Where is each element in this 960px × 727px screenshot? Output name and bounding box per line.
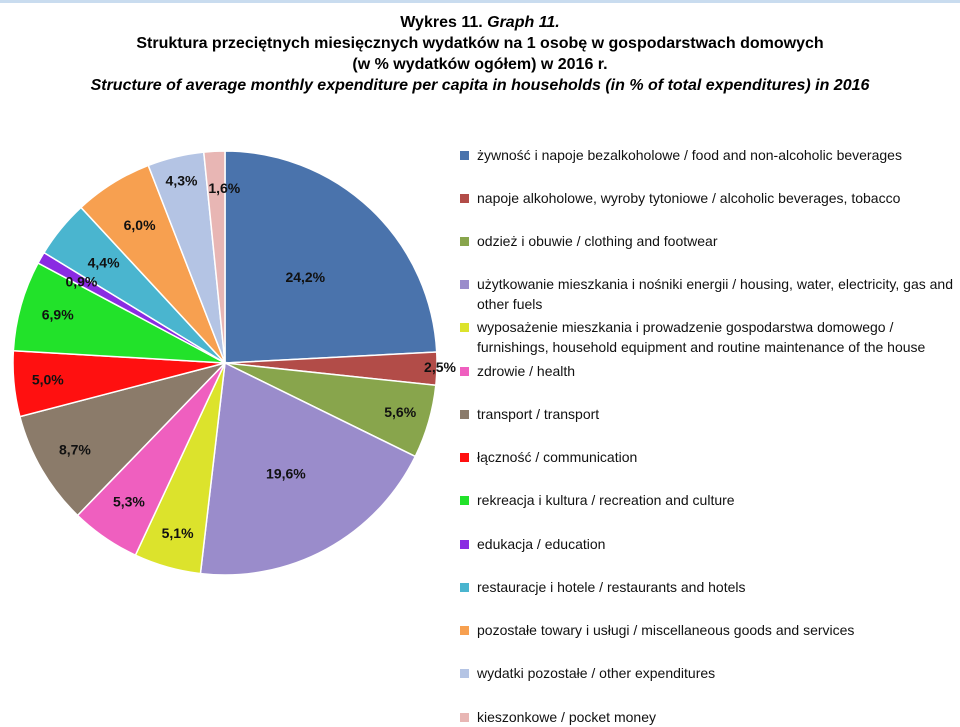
slice-data-label: 6,9% <box>41 306 74 323</box>
legend-label: transport / transport <box>477 406 600 422</box>
slice-data-label: 5,6% <box>384 404 417 421</box>
legend-item <box>460 145 955 165</box>
legend-swatch <box>460 496 469 505</box>
slice-data-label: 2,5% <box>424 358 456 375</box>
title-figure-number-en: Graph 11. <box>487 14 560 31</box>
legend-item <box>460 404 955 424</box>
legend-label: żywność i napoje bezalkoholowe / food and non-alcoholic beverages <box>477 147 902 163</box>
slice-data-label: 24,2% <box>285 269 326 286</box>
legend-label: łączność / communication <box>477 449 638 465</box>
legend-label: wydatki pozostałe / other expenditures <box>477 665 716 681</box>
legend-swatch <box>460 669 469 678</box>
legend-item <box>460 274 955 314</box>
slice-data-label: 8,7% <box>58 441 91 458</box>
legend-swatch <box>460 151 469 160</box>
legend-item <box>460 707 955 727</box>
legend-item <box>460 620 955 640</box>
legend-swatch <box>460 583 469 592</box>
slice-data-label: 1,6% <box>208 180 241 197</box>
slice-data-label: 6,0% <box>123 217 156 234</box>
legend-label: napoje alkoholowe, wyroby tytoniowe / alcoholic beverages, tobacco <box>477 190 901 206</box>
legend-item <box>460 231 955 251</box>
title-line-2: Struktura przeciętnych miesięcznych wydatków na 1 osobę w gospodarstwach domowych <box>136 35 824 52</box>
legend-swatch <box>460 540 469 549</box>
slice-data-label: 19,6% <box>266 465 306 482</box>
legend-label: kieszonkowe / pocket money <box>477 709 656 725</box>
legend-swatch <box>460 713 469 722</box>
pie-slices <box>13 151 437 575</box>
legend-item <box>460 577 955 597</box>
legend-item <box>460 361 955 381</box>
legend-label: odzież i obuwie / clothing and footwear <box>477 233 718 249</box>
pie-slice <box>225 151 437 363</box>
legend-label: zdrowie / health <box>477 363 576 379</box>
legend-item <box>460 490 955 510</box>
legend-label: restauracje i hotele / restaurants and hotels <box>477 579 746 595</box>
legend-swatch <box>460 410 469 419</box>
legend-swatch <box>460 367 469 376</box>
top-border <box>0 0 960 3</box>
legend-item <box>460 317 955 357</box>
slice-data-label: 5,0% <box>31 371 64 388</box>
slice-data-label: 5,1% <box>161 525 194 542</box>
chart-title <box>0 12 960 96</box>
title-line-3: (w % wydatków ogółem) w 2016 r. <box>352 56 608 73</box>
title-line-1 <box>0 12 960 33</box>
slice-data-label: 0,9% <box>65 273 98 290</box>
legend-swatch <box>460 194 469 203</box>
legend-label: pozostałe towary i usługi / miscellaneous goods and services <box>477 622 855 638</box>
legend-item <box>460 188 955 208</box>
legend-swatch <box>460 323 469 332</box>
slice-data-label: 5,3% <box>112 493 145 510</box>
legend-label: rekreacja i kultura / recreation and culture <box>477 492 735 508</box>
legend-swatch <box>460 280 469 289</box>
legend-label: edukacja / education <box>477 536 606 552</box>
legend-item <box>460 534 955 554</box>
slice-data-label: 4,4% <box>87 254 120 271</box>
legend-label: użytkowanie mieszkania i nośniki energii / housing, water, electricity, gas and other fuels <box>477 276 953 312</box>
legend-item <box>460 663 955 683</box>
legend-swatch <box>460 237 469 246</box>
title-figure-number-pl: Wykres 11. <box>400 14 483 31</box>
pie-chart <box>0 136 456 586</box>
legend-swatch <box>460 626 469 635</box>
title-line-4: Structure of average monthly expenditure per capita in households (in % of total expenditures) in 2016 <box>90 77 870 94</box>
legend-item <box>460 447 955 467</box>
legend-swatch <box>460 453 469 462</box>
slice-data-label: 4,3% <box>165 172 198 189</box>
legend-label: wyposażenie mieszkania i prowadzenie gospodarstwa domowego / furnishings, household equipment and routine maintenance of the house <box>477 319 926 355</box>
